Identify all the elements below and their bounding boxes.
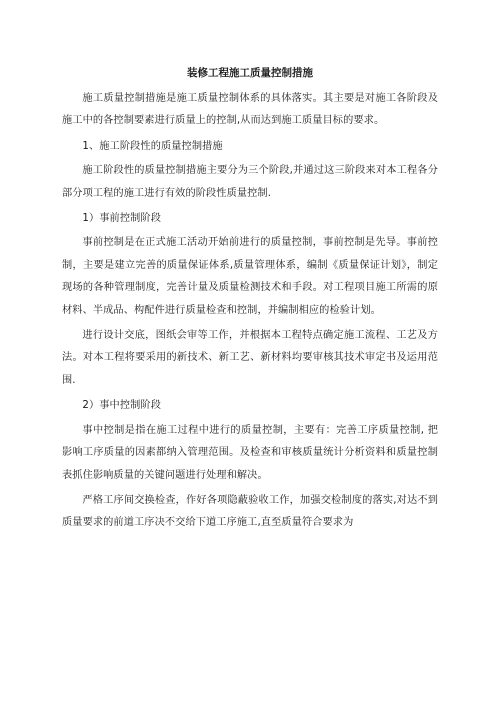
subsection-heading-pre-control: 1）事前控制阶段 [82, 213, 161, 225]
document-page [62, 60, 438, 538]
section-heading-1: 1、施工阶段性的质量控制措施 [82, 140, 223, 152]
process-inspection-paragraph: 严格工序间交换检查，作好各项隐蔽验收工作，加强交检制度的落实,对达不到质量要求的前道工序决不交给下道工序施工,直至质量符合要求为 [62, 494, 438, 529]
pre-control-paragraph: 事前控制是在正式施工活动开始前进行的质量控制，事前控制是先导。事前控制，主要是建立完善的质量保证体系,质量管理体系，编制《质量保证计划》，制定现场的各种管理制度，完善计量及质量检测技术和手段。对工程项目施工所需的原材料、半成品、构配件进行质量检查和控制，并编制相应的检验计划。 [62, 237, 438, 316]
subsection-heading-in-process-control: 2）事中控制阶段 [82, 400, 161, 412]
document-title: 装修工程施工质量控制措施 [187, 67, 313, 79]
design-disclosure-paragraph: 进行设计交底，图纸会审等工作，并根据本工程特点确定施工流程、工艺及方法。对本工程将要采用的新技术、新工艺、新材料均要审核其技术审定书及运用范围. [62, 330, 438, 386]
intro-paragraph: 施工质量控制措施是施工质量控制体系的具体落实。其主要是对施工各阶段及施工中的各控制要素进行质量上的控制,从而达到施工质量目标的要求。 [62, 93, 438, 127]
in-process-control-paragraph: 事中控制是指在施工过程中进行的质量控制，主要有：完善工序质量控制, 把影响工序质量的因素都纳入管理范围。及检查和审核质量统计分析资料和质量控制表抓住影响质量的关键问题进行处理和解决。 [62, 424, 438, 481]
section-1-paragraph: 施工阶段性的质量控制措施主要分为三个阶段,并通过这三阶段来对本工程各分部分项工程的施工进行有效的阶段性质量控制. [62, 165, 438, 199]
